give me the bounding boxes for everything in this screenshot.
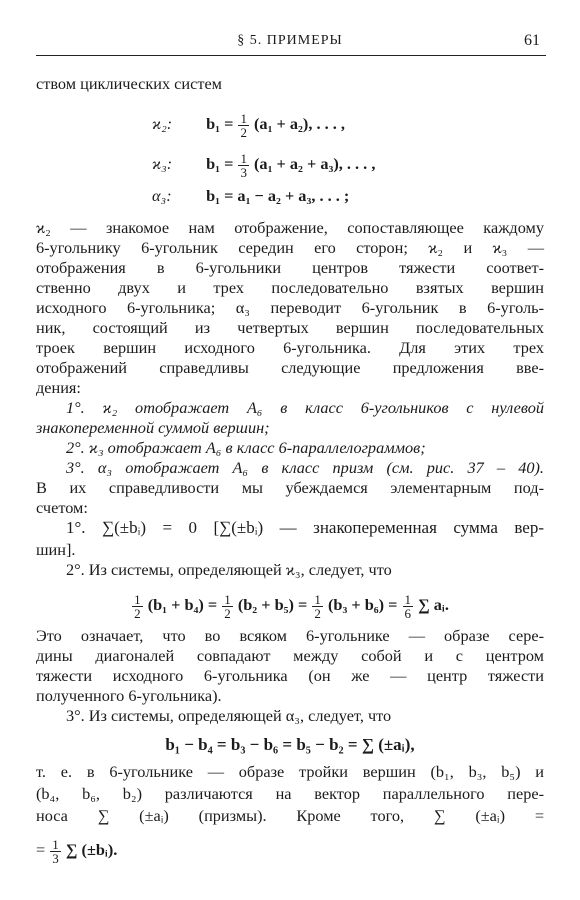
text-line: ник, состоящий из четвертых вершин последовательных [36,318,544,337]
text-line: ством циклических систем [36,74,222,93]
page-header [36,33,544,55]
text-line: ственно двух и трех последовательно взятых вершин [36,278,544,297]
text-line: 1°. ϰ₂ отображает A₆ в класс 6-угольников с нулевой [66,398,544,417]
text-line: счетом: [36,498,88,517]
fraction: $\frac{1}{3}$ [240,151,247,180]
text-line: дения: [36,378,81,397]
equation-term: ∑ (±bᵢ). [65,840,118,859]
text-line: 2°. ϰ₃ отображает A₆ в класс 6-параллелограммов; [66,438,426,457]
equation-diff [36,735,544,755]
text-line: носа ∑ (±aᵢ) (призмы). Кроме того, ∑ (±aᵢ) = [36,806,544,825]
text-line: (b₄, b₆, b₂) различаются на вектор параллельного пере- [36,784,544,803]
equation-term: ∑ aᵢ. [418,595,449,614]
equation-rhs: (a₁ + a₂), . . . , [254,114,345,134]
equation-rhs: (a₁ + a₂ + a₃), . . . , [254,154,376,174]
text-line: дины диагоналей совпадают между собой и с центром [36,646,544,665]
text-line: 1°. ∑(±bᵢ) = 0 [∑(±bᵢ) — знакопеременная сумма вер- [66,518,544,537]
text-line: т. е. в 6-угольнике — образе тройки вершин (b₁, b₃, b₅) и [36,762,544,781]
text-line: тяжести исходного 6-угольника (он же — центр тяжести [36,666,544,685]
text-line: Это означает, что во всяком 6-угольнике — образе сере- [36,626,544,645]
equation-label: ϰ₂: [152,114,173,134]
equation-kappa2 [152,112,512,139]
text-line: отображений справедливы следующие предложения вве- [36,358,544,377]
equation-term: (b₃ + b₆) = [327,595,398,614]
equation-sum [36,585,544,625]
text-line: полученного 6-угольника). [36,686,222,705]
text-line: 2°. Из системы, определяющей ϰ₃, следует, что [66,560,392,579]
text-line: шин]. [36,540,76,559]
text-line: троек вершин исходного 6-угольника. Для этих трех [36,338,544,357]
text-line: отображения в 6-угольники центров тяжести соответ- [36,258,544,277]
equation-lhs: b₁ = [206,154,238,174]
fraction: $\frac{1}{2}$ [314,591,321,621]
text-line: знакопеременной суммой вершин; [36,418,270,437]
equation-final [36,832,544,868]
fraction: $\frac{1}{2}$ [224,591,231,621]
equation-label: α₃: [152,186,172,205]
equation-term: (b₁ + b₄) = [147,595,218,614]
equation-term: (b₂ + b₅) = [237,595,308,614]
text-line: исходного 6-угольника; α₃ переводит 6-угольник в 6-уголь- [36,298,544,317]
equation-lhs: b₁ = [206,114,238,134]
equation-kappa3 [152,152,512,179]
equation-alpha3 [152,186,512,206]
text-line: В их справедливости мы убеждаемся элементарным под- [36,478,544,497]
fraction: $\frac{1}{3}$ [52,836,59,866]
fraction: $\frac{1}{2}$ [240,111,247,140]
running-title: § 5. ПРИМЕРЫ [237,33,343,48]
text-line: 6-угольнику 6-угольник середин его сторон; ϰ₂ и ϰ₃ — [36,238,544,257]
equation-label: ϰ₃: [152,154,173,174]
equation-term: = [36,840,46,859]
text-line: 3°. α₃ отображает A₆ в класс призм (см. рис. 37 – 40). [66,458,544,477]
text-line: 3°. Из системы, определяющей α₃, следует, что [66,706,392,725]
fraction: $\frac{1}{2}$ [134,591,141,621]
equation-rhs: b₁ = a₁ − a₂ + a₃, . . . ; [206,186,350,205]
header-rule [36,55,546,56]
text-line: ϰ₂ — знакомое нам отображение, сопоставляющее каждому [36,218,544,237]
equation-term: b₁ − b₄ = b₃ − b₆ = b₅ − b₂ = ∑ (±aᵢ), [165,735,415,754]
page-number: 61 [524,32,540,49]
fraction: $\frac{1}{6}$ [404,591,412,621]
